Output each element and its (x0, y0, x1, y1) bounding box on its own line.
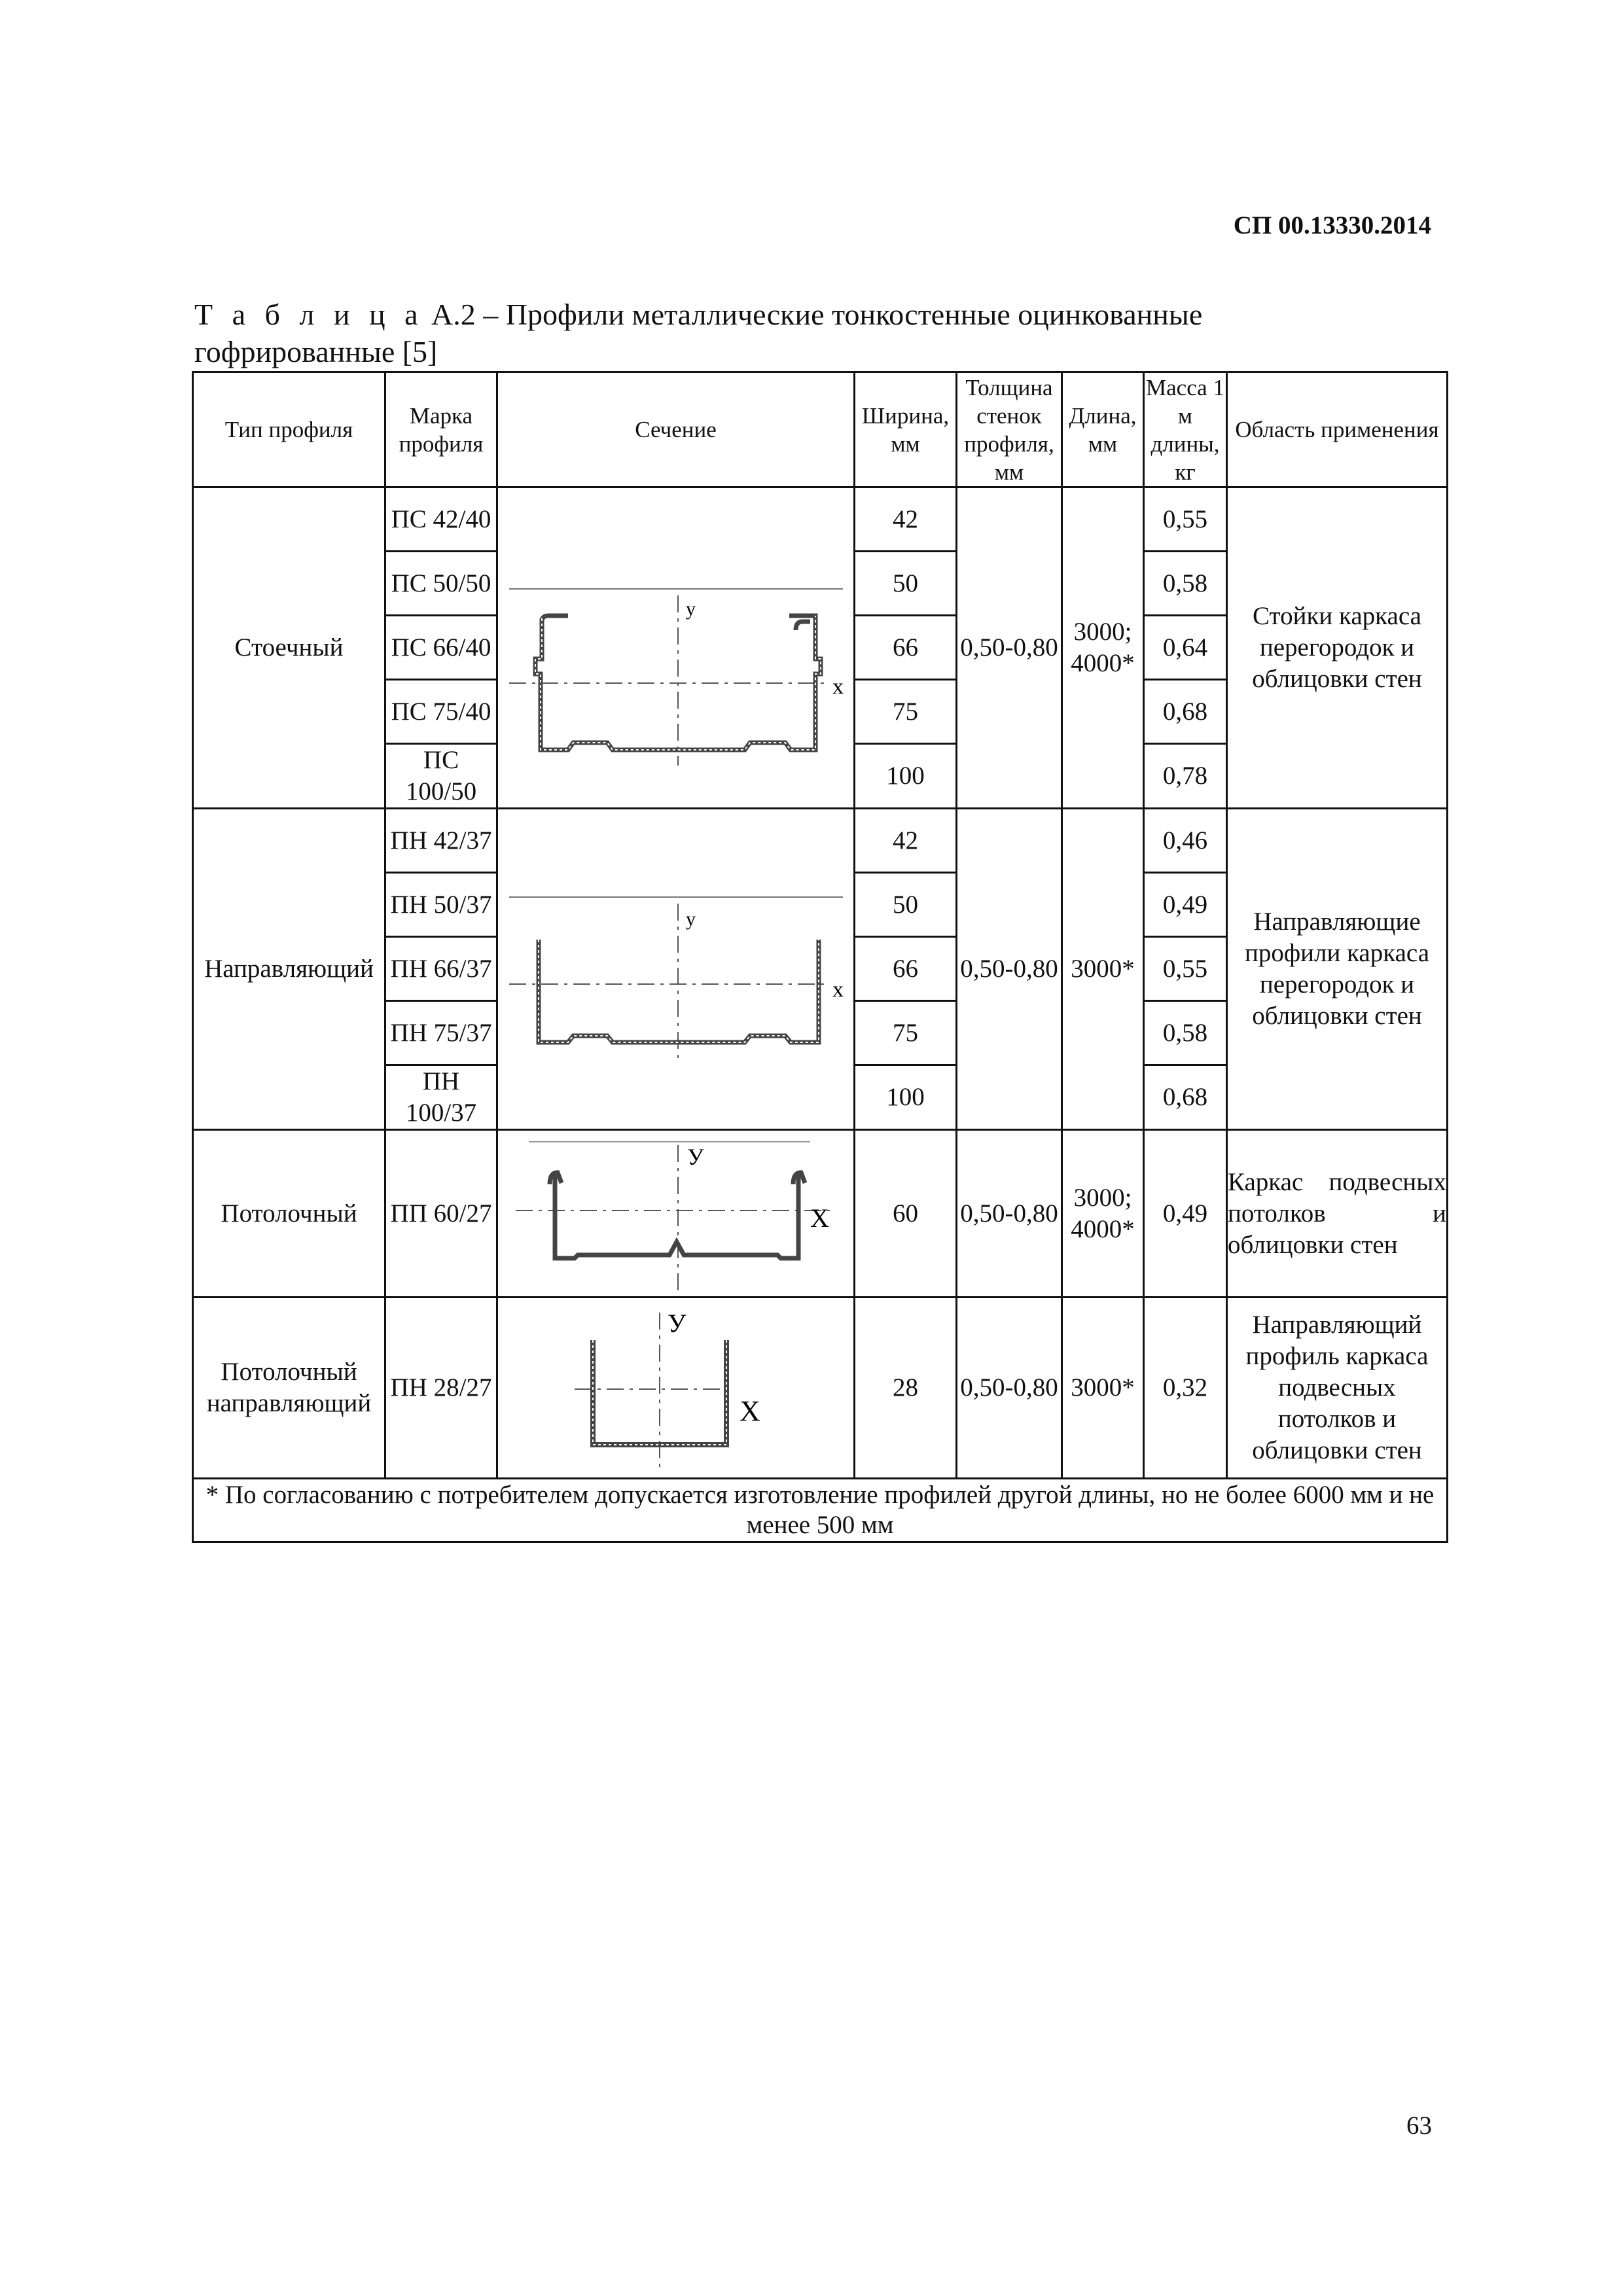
header-mass: Масса 1 м длины, кг (1144, 372, 1227, 487)
cell-mark: ПП 60/27 (385, 1130, 497, 1298)
section-drawing-stud (497, 487, 855, 809)
cell-mass: 0,58 (1144, 552, 1227, 616)
axis-y-label: У (667, 1309, 686, 1338)
profiles-table (192, 371, 1448, 1543)
axis-y-label: У (687, 1143, 704, 1170)
cell-width: 42 (855, 487, 957, 552)
cell-width: 100 (855, 744, 957, 809)
ceiling-track-profile-section (503, 1299, 849, 1476)
section-drawing-ceiling-track (497, 1298, 855, 1479)
page-number: 63 (1406, 2111, 1432, 2140)
cell-thickness: 0,50-0,80 (957, 1130, 1062, 1298)
table-row (193, 1130, 1448, 1298)
cell-area: Каркас подвесных потолков и облицовки стен (1227, 1130, 1448, 1298)
cell-width: 66 (855, 616, 957, 680)
cell-mass: 0,46 (1144, 809, 1227, 873)
stud-profile-section (503, 523, 849, 772)
cell-width: 75 (855, 1001, 957, 1065)
cell-mass: 0,58 (1144, 1001, 1227, 1065)
cell-mark: ПН 100/37 (385, 1065, 497, 1130)
document-code: СП 00.13330.2014 (1233, 211, 1431, 239)
track-profile-section (503, 871, 849, 1067)
cell-mass: 0,64 (1144, 616, 1227, 680)
cell-thickness: 0,50-0,80 (957, 809, 1062, 1130)
cell-mark: ПС 50/50 (385, 552, 497, 616)
header-thickness: Толщина стенок профиля, мм (957, 372, 1062, 487)
cell-mark: ПС 66/40 (385, 616, 497, 680)
table-caption (194, 296, 1307, 370)
axis-x-label: х (832, 978, 844, 1002)
cell-length: 3000; 4000* (1062, 487, 1144, 809)
cell-type: Потолочный направляющий (193, 1298, 385, 1479)
cell-width: 42 (855, 809, 957, 873)
section-drawing-track (497, 809, 855, 1130)
cell-width: 28 (855, 1298, 957, 1479)
cell-mass: 0,49 (1144, 1130, 1227, 1298)
caption-label: Т а б л и ц а (194, 298, 424, 331)
ceiling-profile-section (503, 1132, 849, 1296)
axis-y-label: у (685, 908, 696, 930)
cell-mark: ПС 100/50 (385, 744, 497, 809)
cell-mass: 0,49 (1144, 873, 1227, 937)
table-row (193, 809, 1448, 873)
cell-mark: ПН 66/37 (385, 937, 497, 1001)
table-row (193, 487, 1448, 552)
cell-width: 75 (855, 680, 957, 744)
cell-mark: ПС 42/40 (385, 487, 497, 552)
cell-mass: 0,68 (1144, 1065, 1227, 1130)
footnote-row (193, 1479, 1448, 1542)
axis-y-label: у (685, 598, 696, 620)
cell-mark: ПН 42/37 (385, 809, 497, 873)
cell-mass: 0,68 (1144, 680, 1227, 744)
header-section: Сечение (497, 372, 855, 487)
header-type: Тип профиля (193, 372, 385, 487)
cell-mass: 0,55 (1144, 937, 1227, 1001)
table-header-row (193, 372, 1448, 487)
cell-mass: 0,78 (1144, 744, 1227, 809)
cell-length: 3000* (1062, 809, 1144, 1130)
header-area: Область применения (1227, 372, 1448, 487)
axis-x-label: Х (810, 1203, 829, 1233)
caption-number: А.2 (431, 298, 476, 331)
cell-mark: ПН 75/37 (385, 1001, 497, 1065)
axis-x-label: х (832, 675, 844, 699)
cell-type: Стоечный (193, 487, 385, 809)
cell-area: Стойки каркаса перегородок и облицовки стен (1227, 487, 1448, 809)
header-mark: Марка профиля (385, 372, 497, 487)
cell-width: 66 (855, 937, 957, 1001)
cell-area: Направляющий профиль каркаса подвесных потолков и облицовки стен (1227, 1298, 1448, 1479)
cell-thickness: 0,50-0,80 (957, 487, 1062, 809)
header-width: Ширина, мм (855, 372, 957, 487)
cell-type: Потолочный (193, 1130, 385, 1298)
cell-width: 100 (855, 1065, 957, 1130)
cell-thickness: 0,50-0,80 (957, 1298, 1062, 1479)
header-length: Длина, мм (1062, 372, 1144, 487)
cell-length: 3000; 4000* (1062, 1130, 1144, 1298)
caption-title: – Профили металлические тонкостенные оцинкованные гофрированные [5] (194, 298, 1203, 368)
axis-x-label: Х (739, 1395, 760, 1427)
cell-mark: ПС 75/40 (385, 680, 497, 744)
section-drawing-ceiling (497, 1130, 855, 1298)
cell-width: 60 (855, 1130, 957, 1298)
cell-length: 3000* (1062, 1298, 1144, 1479)
cell-area: Направляющие профили каркаса перегородок и облицовки стен (1227, 809, 1448, 1130)
cell-type: Направляющий (193, 809, 385, 1130)
cell-mark: ПН 50/37 (385, 873, 497, 937)
cell-width: 50 (855, 873, 957, 937)
cell-width: 50 (855, 552, 957, 616)
cell-mark: ПН 28/27 (385, 1298, 497, 1479)
table-row (193, 1298, 1448, 1479)
cell-mass: 0,55 (1144, 487, 1227, 552)
cell-mass: 0,32 (1144, 1298, 1227, 1479)
table-footnote: * По согласованию с потребителем допускается изготовление профилей другой длины, но не более 6000 мм и не менее 500 мм (193, 1479, 1448, 1542)
